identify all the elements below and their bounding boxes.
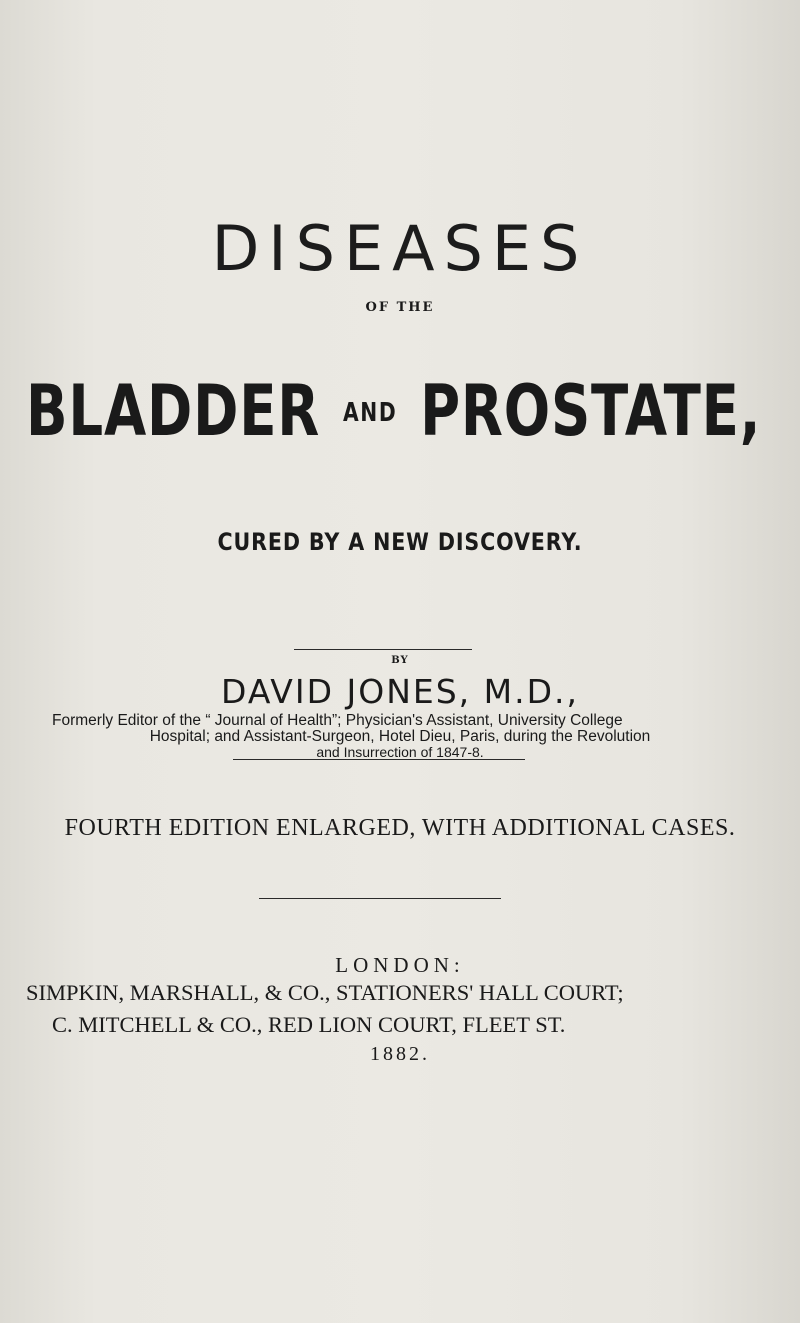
subtitle: CURED BY A NEW DISCOVERY. [217,528,583,556]
divider-rule [294,649,472,650]
divider-rule [233,759,525,760]
title-word-prostate: PROSTATE, [420,370,762,452]
imprint-city: LONDON: [335,953,465,977]
title-bladder-prostate [26,370,762,452]
author-credentials-line: Formerly Editor of the “ Journal of Health”; Physician's Assistant, University College [52,712,623,729]
author-credentials-line: Hospital; and Assistant-Surgeon, Hotel Dieu, Paris, during the Revolution [149,728,651,745]
imprint-publisher: SIMPKIN, MARSHALL, & CO., STATIONERS' HALL COURT; [26,980,624,1005]
author-credentials-line: and Insurrection of 1847-8. [316,744,484,760]
title-diseases: DISEASES [211,212,589,285]
by-label: BY [391,655,409,666]
edition-statement: FOURTH EDITION ENLARGED, WITH ADDITIONAL CASES. [64,815,736,841]
imprint-publisher: C. MITCHELL & CO., RED LION COURT, FLEET ST. [52,1012,566,1037]
title-of-the: OF THE [365,300,435,315]
divider-rule [259,898,501,899]
title-word-bladder: BLADDER [26,370,321,452]
imprint-year: 1882. [370,1043,430,1065]
title-word-and: AND [343,398,398,428]
author-name: DAVID JONES, M.D., [220,672,580,711]
